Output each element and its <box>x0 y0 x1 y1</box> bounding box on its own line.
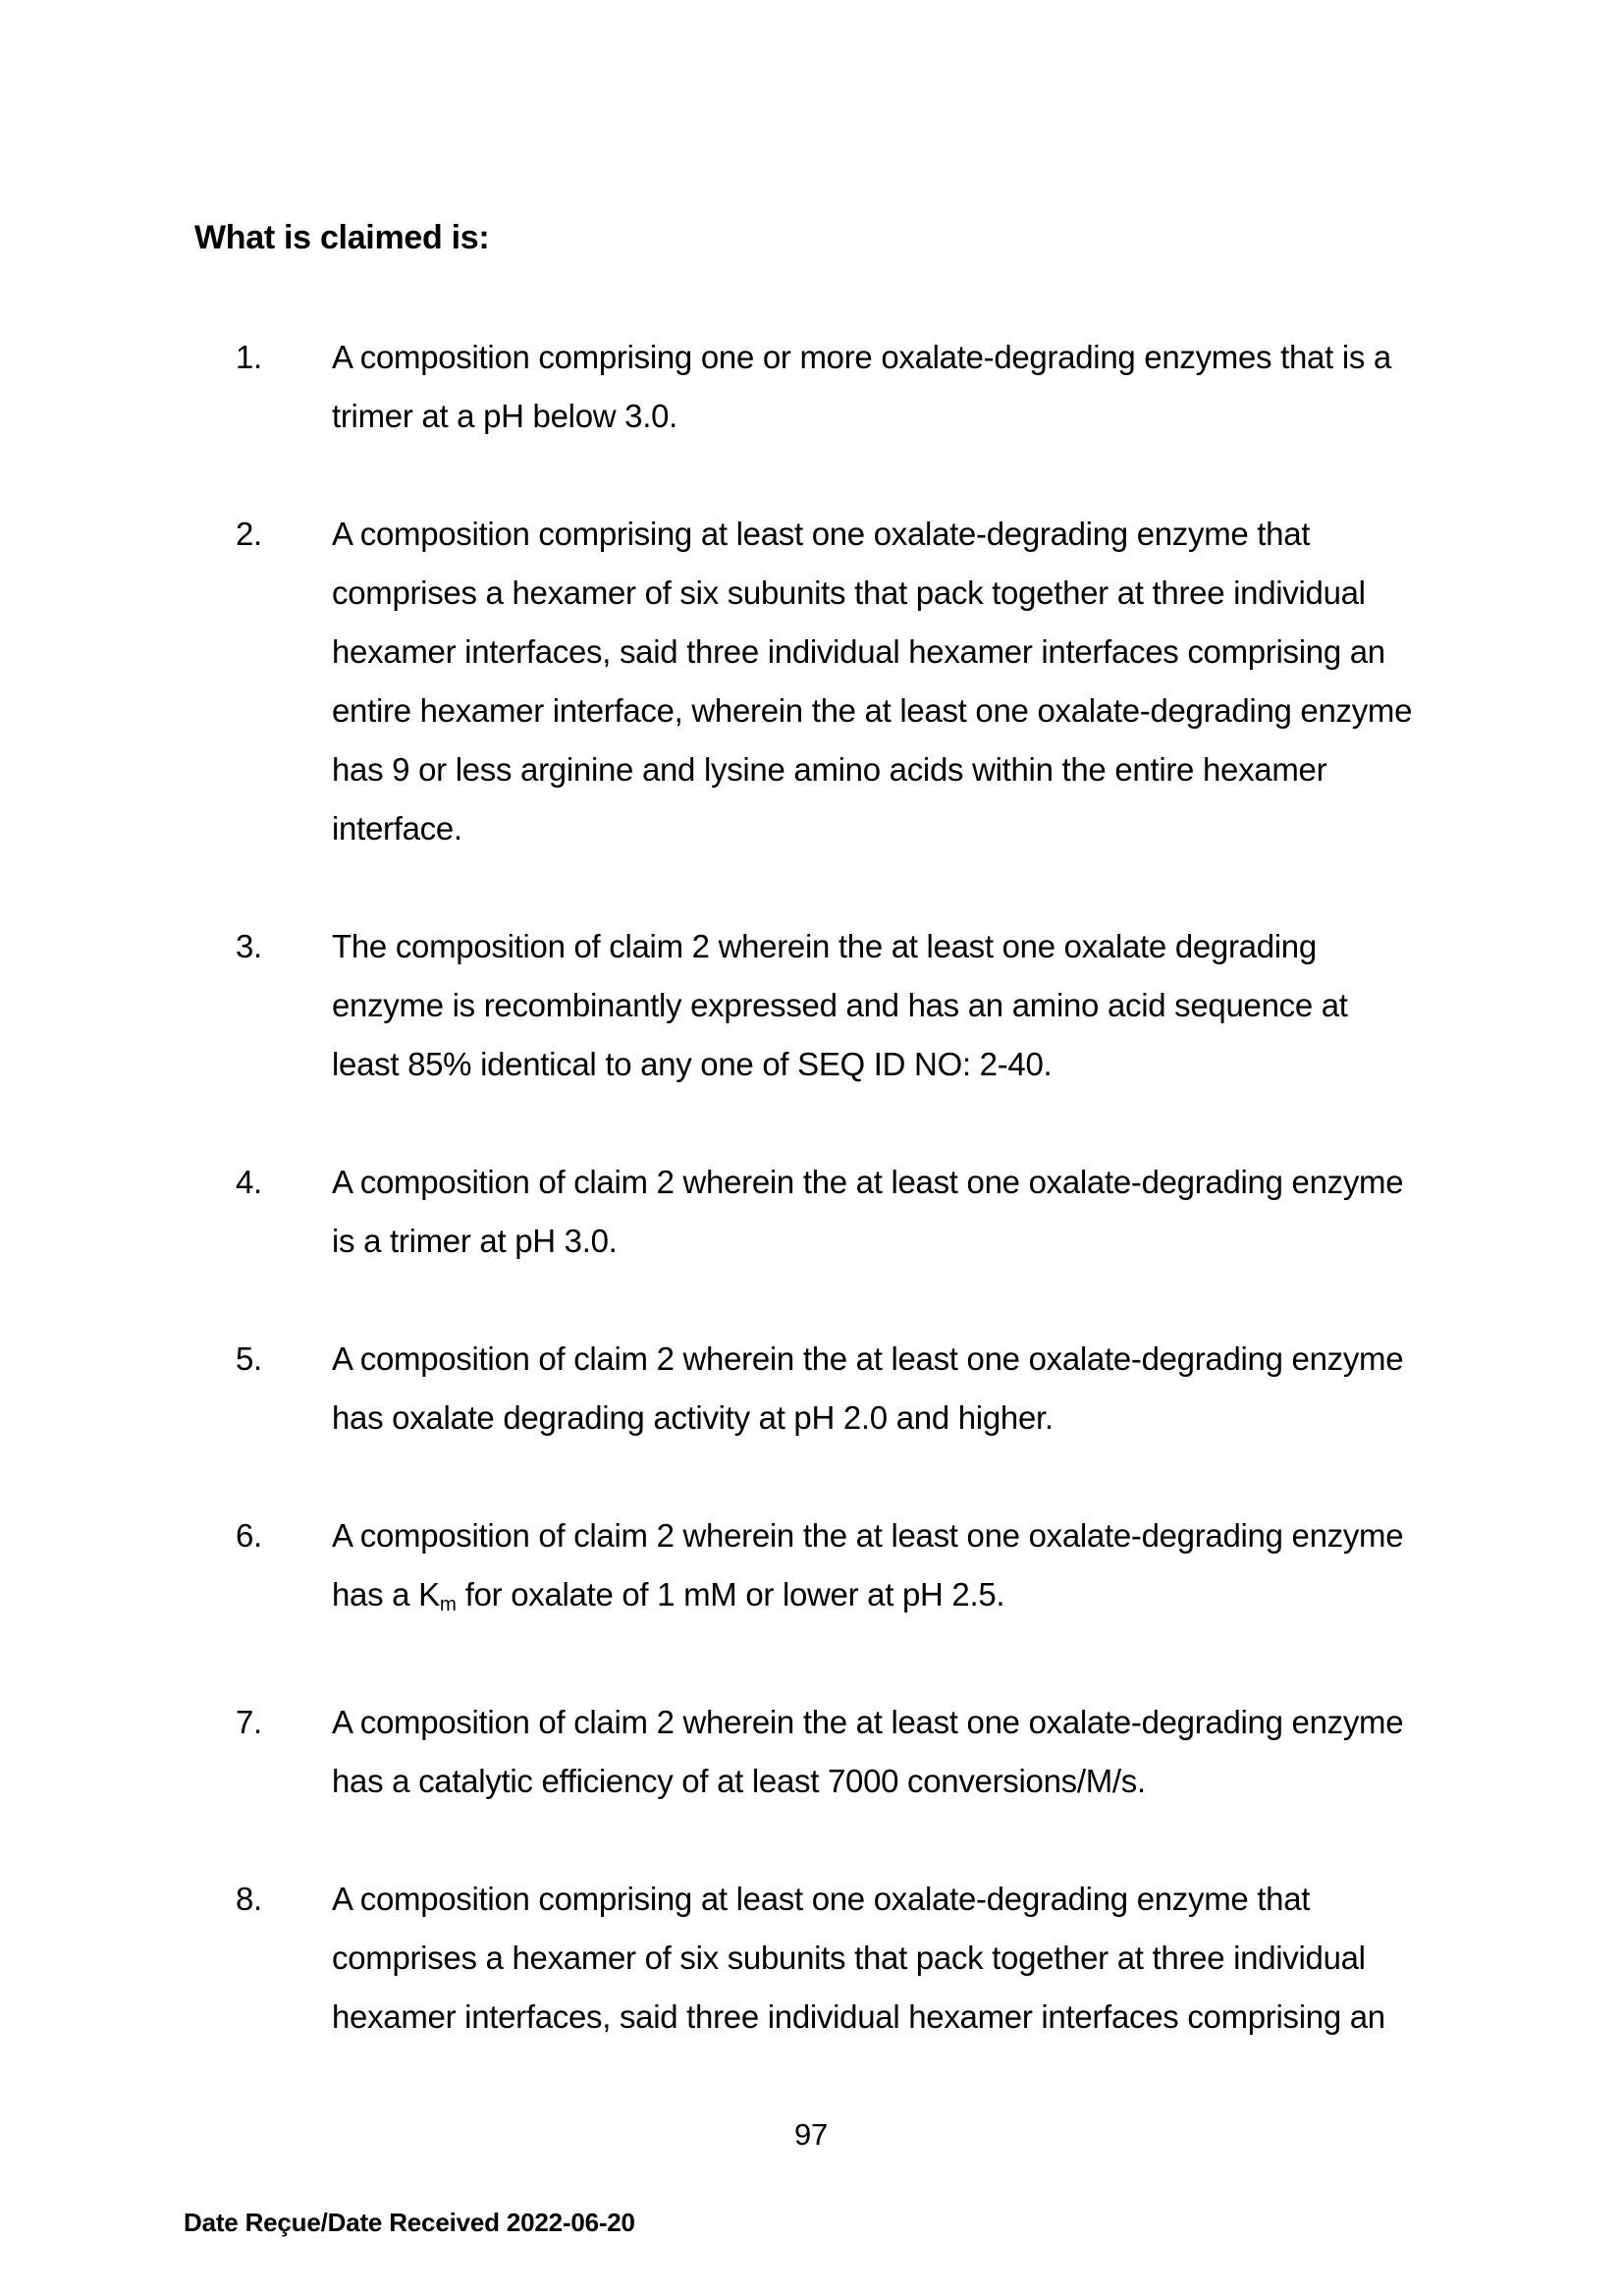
claim-7 <box>0 1693 1622 1811</box>
claim-text <box>332 328 1461 446</box>
claim-line: has a catalytic efficiency of at least 7000 conversions/M/s. <box>332 1763 1146 1800</box>
claim-line: A composition of claim 2 wherein the at least one oxalate-degrading enzyme <box>332 1704 1404 1741</box>
claims-list <box>0 328 1622 2047</box>
date-received-footer: Date Reçue/Date Received 2022-06-20 <box>184 2208 635 2237</box>
claim-line: interface. <box>332 810 462 847</box>
claim-line: A composition comprising one or more oxalate-degrading enzymes that is a <box>332 339 1391 375</box>
claim-line: A composition of claim 2 wherein the at least one oxalate-degrading enzyme <box>332 1517 1404 1554</box>
claim-line-km <box>332 1565 1461 1634</box>
claim-line: is a trimer at pH 3.0. <box>332 1223 618 1259</box>
claim-line: entire hexamer interface, wherein the at least one oxalate-degrading enzyme <box>332 692 1413 729</box>
claim-line: has 9 or less arginine and lysine amino acids within the entire hexamer <box>332 751 1327 788</box>
claim-2 <box>0 505 1622 858</box>
claim-line: hexamer interfaces, said three individual hexamer interfaces comprising an <box>332 633 1385 670</box>
claim-text <box>332 1330 1461 1448</box>
claim-line: comprises a hexamer of six subunits that pack together at three individual <box>332 1940 1366 1977</box>
claim-line: has oxalate degrading activity at pH 2.0 and higher. <box>332 1399 1054 1436</box>
claims-heading: What is claimed is: <box>194 219 490 256</box>
claim-1 <box>0 328 1622 446</box>
claim-line: enzyme is recombinantly expressed and has an amino acid sequence at <box>332 987 1348 1023</box>
km-pre: has a K <box>332 1576 440 1613</box>
claim-6 <box>0 1506 1622 1634</box>
claim-text <box>332 1153 1461 1271</box>
claim-line: The composition of claim 2 wherein the at least one oxalate degrading <box>332 928 1317 964</box>
page-number: 97 <box>794 2117 828 2153</box>
claim-8 <box>0 1870 1622 2047</box>
claim-line: A composition comprising at least one oxalate-degrading enzyme that <box>332 1881 1311 1918</box>
claim-4 <box>0 1153 1622 1271</box>
claim-text <box>332 1506 1461 1634</box>
claim-number: 6. <box>236 1517 262 1554</box>
claim-line: trimer at a pH below 3.0. <box>332 398 677 434</box>
km-post: for oxalate of 1 mM or lower at pH 2.5. <box>456 1576 1005 1613</box>
claim-number: 8. <box>236 1881 262 1918</box>
claim-5 <box>0 1330 1622 1448</box>
claim-number: 2. <box>236 516 262 552</box>
claim-line: hexamer interfaces, said three individual hexamer interfaces comprising an <box>332 1998 1385 2036</box>
claim-number: 4. <box>236 1164 262 1200</box>
claim-text <box>332 1693 1461 1811</box>
claim-line: comprises a hexamer of six subunits that pack together at three individual <box>332 574 1366 611</box>
claim-number: 7. <box>236 1704 262 1741</box>
claim-line: least 85% identical to any one of SEQ ID NO: 2-40. <box>332 1046 1053 1082</box>
claim-text <box>332 1870 1461 2047</box>
claim-number: 3. <box>236 928 262 964</box>
claim-number: 5. <box>236 1340 262 1377</box>
claim-line: A composition of claim 2 wherein the at least one oxalate-degrading enzyme <box>332 1340 1404 1377</box>
claim-text <box>332 505 1461 858</box>
claim-text <box>332 917 1461 1094</box>
km-subscript: m <box>439 1593 457 1616</box>
claim-number: 1. <box>236 339 262 375</box>
claim-line: A composition comprising at least one oxalate-degrading enzyme that <box>332 516 1311 552</box>
claim-line: A composition of claim 2 wherein the at least one oxalate-degrading enzyme <box>332 1164 1404 1200</box>
claim-3 <box>0 917 1622 1094</box>
